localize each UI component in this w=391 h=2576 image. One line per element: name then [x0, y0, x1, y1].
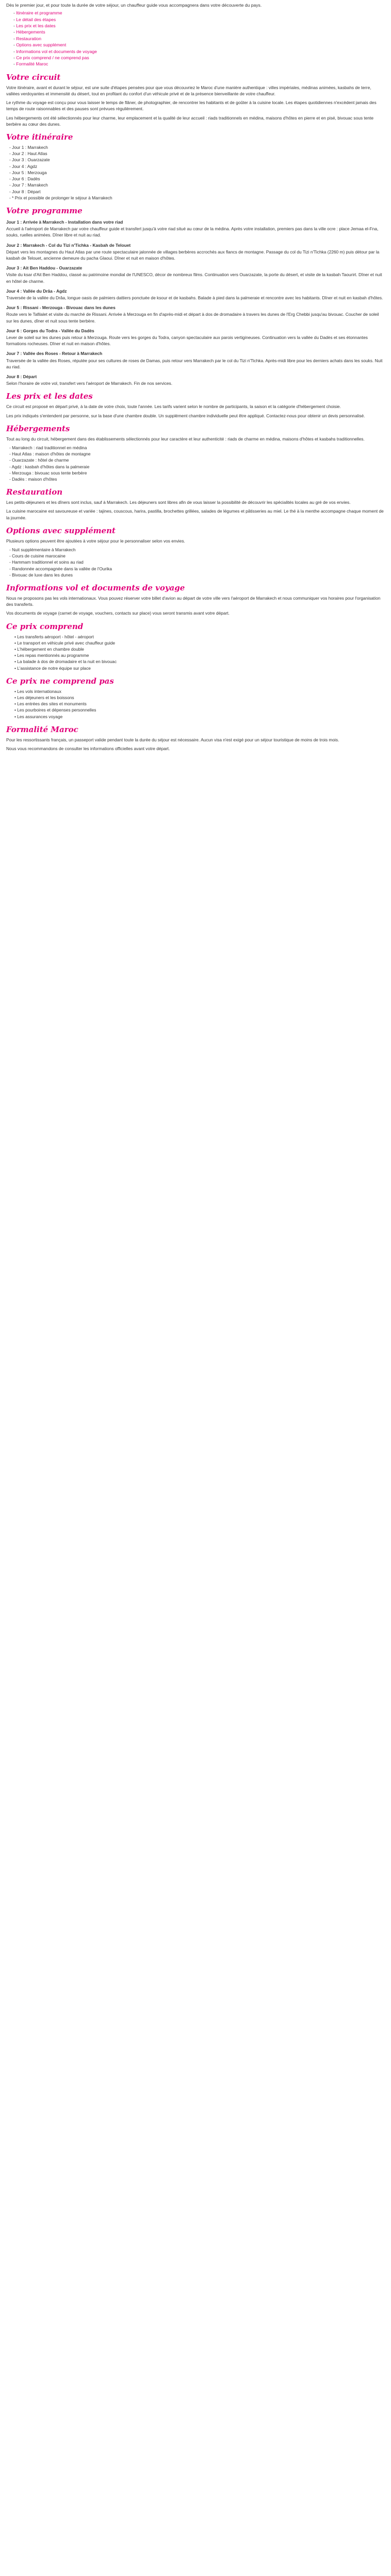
list-item: - Ouarzazate : hôtel de charme — [9, 457, 384, 463]
list-item: - Agdz : kasbah d'hôtes dans la palmeraie — [9, 464, 384, 470]
paragraph: Plusieurs options peuvent être ajoutées à votre séjour pour le personnaliser selon vos envies. — [6, 538, 185, 544]
item-list — [6, 688, 384, 720]
list-item: - Jour 5 : Merzouga — [9, 170, 384, 176]
list-item: - Jour 7 : Marrakech — [9, 182, 384, 188]
list-item: - Hammam traditionnel et soins au riad — [9, 559, 384, 565]
day-title: Jour 3 : Ait Ben Haddou - Ouarzazate — [6, 265, 83, 271]
list-item: • L'hébergement en chambre double — [14, 646, 384, 652]
list-item: - Jour 6 : Dadès — [9, 176, 384, 182]
intro-text: Dès le premier jour, et pour toute la durée de votre séjour, un chauffeur guide vous accompagnera dans votre découverte du pays. — [6, 3, 262, 8]
list-item: • Les repas mentionnés au programme — [14, 652, 384, 658]
list-item: - Randonnée accompagnée dans la vallée de l'Ourika — [9, 566, 384, 572]
paragraph: Ce circuit est proposé en départ privé, à la date de votre choix, toute l'année. Les tarifs varient selon le nombre de participants, la saison et la catégorie d'hébergement choisie. — [6, 404, 341, 410]
list-item: - Marrakech : riad traditionnel en médina — [9, 445, 384, 451]
content-sections — [6, 73, 384, 752]
list-item: - Nuit supplémentaire à Marrakech — [9, 547, 384, 553]
toc-link[interactable]: - Options avec supplément — [13, 42, 384, 48]
day-title: Jour 8 : Départ — [6, 374, 37, 379]
list-item: • La balade à dos de dromadaire et la nuit en bivouac — [14, 658, 384, 665]
section-title: Votre itinéraire — [6, 132, 73, 142]
page — [0, 0, 391, 752]
day-title: Jour 1 : Arrivée à Marrakech - Installation dans votre riad — [6, 219, 123, 225]
paragraph: Votre itinéraire, avant et durant le séjour, est une suite d'étapes pensées pour que vous découvriez le Maroc d'une manière authentique : villes impériales, médinas animées, kasbahs de terre, vallées verdoyantes et immensité du désert, tout en profitant du confort d'un véhicule privé et de la présence bienveillante de votre chauffeur. — [6, 84, 371, 97]
list-item: - Jour 4 : Agdz — [9, 163, 384, 170]
list-item: - Jour 3 : Ouarzazate — [9, 157, 384, 163]
toc-link[interactable]: - Informations vol et documents de voyage — [13, 48, 384, 55]
section-title: Restauration — [6, 487, 63, 497]
list-item: - * Prix et possible de prolonger le séjour à Marrakech — [9, 195, 384, 201]
table-of-contents — [6, 10, 384, 67]
list-item: - Merzouga : bivouac sous tente berbère — [9, 470, 384, 476]
item-list — [6, 547, 384, 578]
day-description: Visite du ksar d'Ait Ben Haddou, classé au patrimoine mondial de l'UNESCO, décor de nombreux films. Continuation vers Ouarzazate, la porte du désert, et visite de la kasbah Taourirt. Dîner et nuit en hôtel de charme. — [6, 272, 382, 284]
toc-link[interactable]: - Hébergements — [13, 29, 384, 35]
day-title: Jour 2 : Marrakech - Col du Tizi n'Tichka - Kasbah de Telouet — [6, 242, 131, 248]
paragraph: Les hébergements ont été sélectionnés pour leur charme, leur emplacement et la qualité de leur accueil : riads traditionnels en médina, maisons d'hôtes en pierre et en pisé, bivouac sous tente berbère au cœur des dunes. — [6, 115, 374, 127]
list-item: - Jour 1 : Marrakech — [9, 144, 384, 150]
paragraph: Tout au long du circuit, hébergement dans des établissements sélectionnés pour leur caractère et leur authenticité : riads de charme en médina, maisons d'hôtes et kasbahs traditionnelles. — [6, 436, 365, 442]
day-description: Départ vers les montagnes du Haut Atlas par une route spectaculaire jalonnée de villages berbères accrochés aux flancs de montagne. Passage du col du Tizi n'Tichka (2260 m) puis détour par la kasbah de Telouet, ancienne demeure du pacha Glaoui. Dîner et nuit en maison d'hôtes. — [6, 249, 380, 261]
day-title: Jour 6 : Gorges du Todra - Vallée du Dadès — [6, 328, 94, 333]
section-title: Hébergements — [6, 423, 70, 433]
item-list — [6, 144, 384, 201]
day-title: Jour 4 : Vallée du Drâa - Agdz — [6, 288, 67, 294]
toc-link[interactable]: - Restauration — [13, 36, 384, 42]
toc-link[interactable]: - Les prix et les dates — [13, 23, 384, 29]
section-title: Les prix et les dates — [6, 392, 93, 401]
list-item: - Jour 8 : Départ — [9, 189, 384, 195]
list-item: - Dadès : maison d'hôtes — [9, 476, 384, 482]
toc-link[interactable]: - Itinéraire et programme — [13, 10, 384, 16]
section-title: Ce prix comprend — [6, 621, 84, 631]
paragraph: Pour les ressortissants français, un passeport valide pendant toute la durée du séjour est nécessaire. Aucun visa n'est exigé pour un séjour touristique de moins de trois mois. — [6, 737, 339, 742]
list-item: • Le transport en véhicule privé avec chauffeur guide — [14, 640, 384, 646]
paragraph: La cuisine marocaine est savoureuse et variée : tajines, couscous, harira, pastilla, brochettes grillées, salades de légumes et pâtisseries au miel. Le thé à la menthe accompagne chaque moment de la journée. — [6, 509, 384, 520]
list-item: • Les pourboires et dépenses personnelles — [14, 707, 384, 713]
paragraph: Nous ne proposons pas les vols internationaux. Vous pouvez réserver votre billet d'avion au départ de votre ville vers l'aéroport de Marrakech et nous communiquer vos horaires pour l'organisation des transferts. — [6, 596, 381, 607]
list-item: • Les vols internationaux — [14, 688, 384, 694]
toc-link[interactable]: - Formalité Maroc — [13, 61, 384, 67]
day-description: Route vers le Tafilalet et visite du marché de Rissani. Arrivée à Merzouga en fin d'après-midi et départ à dos de dromadaire à travers les dunes de l'Erg Chebbi jusqu'au bivouac. Coucher de soleil sur les dunes, dîner et nuit sous tente berbère. — [6, 312, 379, 324]
day-title: Jour 7 : Vallée des Roses - Retour à Marrakech — [6, 351, 103, 357]
paragraph: Nous vous recommandons de consulter les informations officielles avant votre départ. — [6, 746, 170, 752]
list-item: - Jour 2 : Haut Atlas — [9, 150, 384, 157]
list-item: - Cours de cuisine marocaine — [9, 553, 384, 559]
toc-link[interactable]: - Le détail des étapes — [13, 16, 384, 23]
paragraph: Vos documents de voyage (carnet de voyage, vouchers, contacts sur place) vous seront transmis avant votre départ. — [6, 611, 230, 616]
item-list — [6, 634, 384, 671]
day-description: Selon l'horaire de votre vol, transfert vers l'aéroport de Marrakech. Fin de nos services. — [6, 381, 173, 386]
section-title: Votre programme — [6, 206, 83, 215]
list-item: • L'assistance de notre équipe sur place — [14, 665, 384, 671]
paragraph: Les prix indiqués s'entendent par personne, sur la base d'une chambre double. Un supplément chambre individuelle peut être appliqué. Contactez-nous pour obtenir un devis personnalisé. — [6, 413, 365, 418]
list-item: • Les entrées des sites et monuments — [14, 701, 384, 707]
list-item: • Les déjeuners et les boissons — [14, 694, 384, 701]
list-item: - Haut Atlas : maison d'hôtes de montagne — [9, 451, 384, 457]
section-title: Ce prix ne comprend pas — [6, 676, 114, 686]
section-title: Options avec supplément — [6, 526, 116, 535]
item-list — [6, 445, 384, 482]
day-title: Jour 5 : Rissani - Merzouga - Bivouac dans les dunes — [6, 305, 116, 311]
day-description: Traversée de la vallée du Drâa, longue oasis de palmiers dattiers ponctuée de ksour et de kasbahs. Balade à pied dans la palmeraie et rencontre avec les habitants. Dîner et nuit en kasbah d'hôtes. — [6, 295, 383, 300]
section-title: Formalité Maroc — [6, 724, 78, 734]
day-description: Lever de soleil sur les dunes puis retour à Merzouga. Route vers les gorges du Todra, canyon spectaculaire aux parois vertigineuses. Continuation vers la vallée du Dadès et ses étonnantes formations rocheuses. Dîner et nuit en maison d'hôtes. — [6, 334, 368, 347]
toc-link[interactable]: - Ce prix comprend / ne comprend pas — [13, 55, 384, 61]
day-description: Accueil à l'aéroport de Marrakech par votre chauffeur guide et transfert jusqu'à votre riad situé au cœur de la médina. Après votre installation, premiers pas dans la ville ocre : place Jemaa el-Fna, souks, ruelles animées. Dîner libre et nuit au riad. — [6, 226, 379, 238]
day-description: Traversée de la vallée des Roses, réputée pour ses cultures de roses de Damas, puis retour vers Marrakech par le col du Tizi n'Tichka. Après-midi libre pour les derniers achats dans les souks. Nuit au riad. — [6, 358, 383, 369]
list-item: • Les transferts aéroport - hôtel - aéroport — [14, 634, 384, 640]
section-title: Informations vol et documents de voyage — [6, 583, 185, 593]
paragraph: Le rythme du voyage est conçu pour vous laisser le temps de flâner, de photographier, de rencontrer les habitants et de goûter à la cuisine locale. Les étapes quotidiennes n'excèdent jamais des temps de route raisonnables et des pauses sont prévues régulièrement. — [6, 100, 377, 112]
list-item: • Les assurances voyage — [14, 714, 384, 720]
list-item: - Bivouac de luxe dans les dunes — [9, 572, 384, 578]
paragraph: Les petits-déjeuners et les dîners sont inclus, sauf à Marrakech. Les déjeuners sont libres afin de vous laisser la possibilité de découvrir les spécialités locales au gré de vos envies. — [6, 500, 351, 505]
section-title: Votre circuit — [6, 72, 61, 82]
